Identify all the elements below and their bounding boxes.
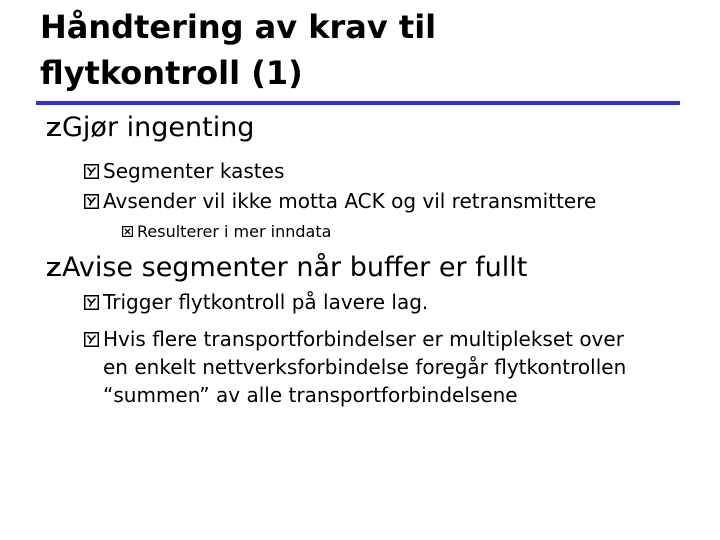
y-bullet-icon — [84, 295, 99, 310]
z-bullet-icon — [46, 121, 62, 137]
bullet-level-2 — [84, 325, 626, 409]
bullet-level-3 — [122, 222, 331, 242]
bullet-text: Avsender vil ikke motta ACK og vil retransmittere — [103, 189, 597, 213]
slide-title-line-2: flytkontroll (1) — [40, 54, 303, 92]
bullet-level-2 — [84, 187, 596, 215]
z-bullet-icon — [46, 261, 62, 277]
bullet-text: Hvis flere transportforbindelser er multiplekset over — [103, 327, 624, 351]
title-underline — [36, 101, 680, 105]
y-bullet-icon — [84, 194, 99, 209]
bullet-level-1 — [46, 252, 527, 284]
y-bullet-icon — [84, 164, 99, 179]
bullet-text: Segmenter kastes — [103, 159, 285, 183]
bullet-level-1 — [46, 112, 254, 144]
slide-title — [40, 4, 680, 96]
bullet-level-2 — [84, 157, 284, 185]
y-bullet-icon — [84, 332, 99, 347]
bullet-text-continuation: “summen” av alle transportforbindelsene — [103, 383, 518, 407]
bullet-text: Avise segmenter når buffer er fullt — [62, 252, 528, 283]
bullet-text: Gjør ingenting — [62, 112, 255, 143]
bullet-level-2 — [84, 288, 428, 316]
bullet-text: Trigger flytkontroll på lavere lag. — [103, 290, 429, 314]
bullet-text: Resulterer i mer inndata — [137, 222, 332, 241]
bullet-text-continuation: en enkelt nettverksforbindelse foregår flytkontrollen — [103, 355, 627, 379]
x-bullet-icon — [122, 226, 133, 237]
slide-title-line-1: Håndtering av krav til — [40, 8, 437, 46]
